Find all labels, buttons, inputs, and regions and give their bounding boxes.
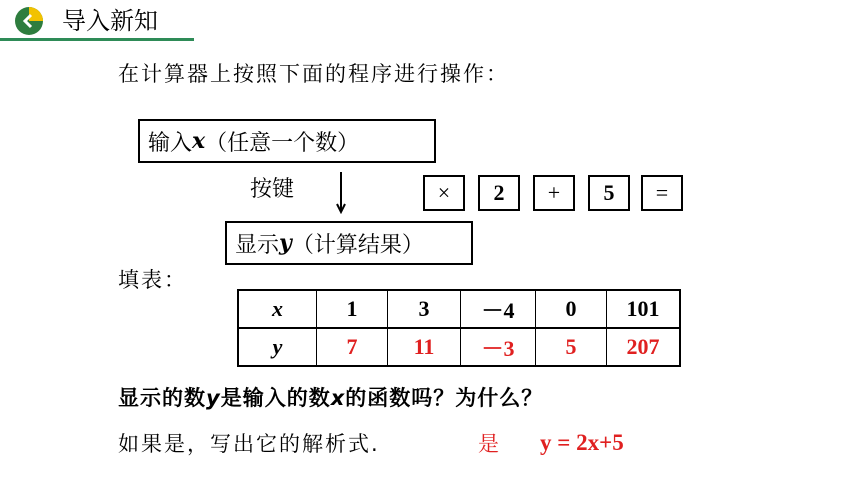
key-five: 5: [588, 175, 630, 211]
key-label: 按键: [250, 177, 295, 202]
header-divider: [0, 38, 194, 41]
page-title: 导入新知: [62, 7, 158, 35]
key-equals: =: [641, 175, 683, 211]
table-cell: 0: [536, 290, 607, 328]
intro-text: 在计算器上按照下面的程序进行操作：: [118, 62, 509, 86]
output-box: [225, 221, 473, 265]
output-prefix: 显示: [235, 232, 280, 258]
question-text: [118, 382, 543, 414]
chevron-left-icon: [14, 6, 44, 36]
key-plus: +: [533, 175, 575, 211]
question-part: 显示的数: [118, 386, 206, 410]
table-cell: －4: [461, 290, 536, 328]
table-header-x: x: [238, 290, 317, 328]
value-table: [237, 289, 681, 367]
question-part: 的函数吗？为什么？: [345, 386, 544, 410]
table-cell: －3: [461, 328, 536, 366]
answer-yes: 是: [478, 432, 499, 456]
input-box: [138, 119, 436, 163]
fill-table-label: 填表：: [118, 268, 187, 292]
table-cell: 207: [607, 328, 681, 366]
table-cell: 11: [388, 328, 461, 366]
table-cell: 5: [536, 328, 607, 366]
input-prefix: 输入: [148, 130, 193, 156]
table-cell: 7: [317, 328, 388, 366]
ask-text: 如果是，写出它的解析式.: [118, 432, 380, 456]
table-row: [238, 290, 680, 328]
table-header-y: y: [238, 328, 317, 366]
input-var: x: [192, 128, 206, 154]
key-multiply: ×: [423, 175, 465, 211]
key-two: 2: [478, 175, 520, 211]
table-row: [238, 328, 680, 366]
table-cell: 3: [388, 290, 461, 328]
table-cell: 101: [607, 290, 681, 328]
question-var-y: y: [206, 386, 221, 410]
question-var-x: x: [330, 386, 346, 410]
table-cell: 1: [317, 290, 388, 328]
down-arrow-icon: [335, 170, 347, 214]
answer-formula: y = 2x+5: [540, 430, 624, 455]
output-suffix: （计算结果）: [291, 232, 424, 258]
input-suffix: （任意一个数）: [205, 130, 360, 156]
question-part: 是输入的数: [220, 386, 331, 410]
output-var: y: [279, 230, 292, 256]
